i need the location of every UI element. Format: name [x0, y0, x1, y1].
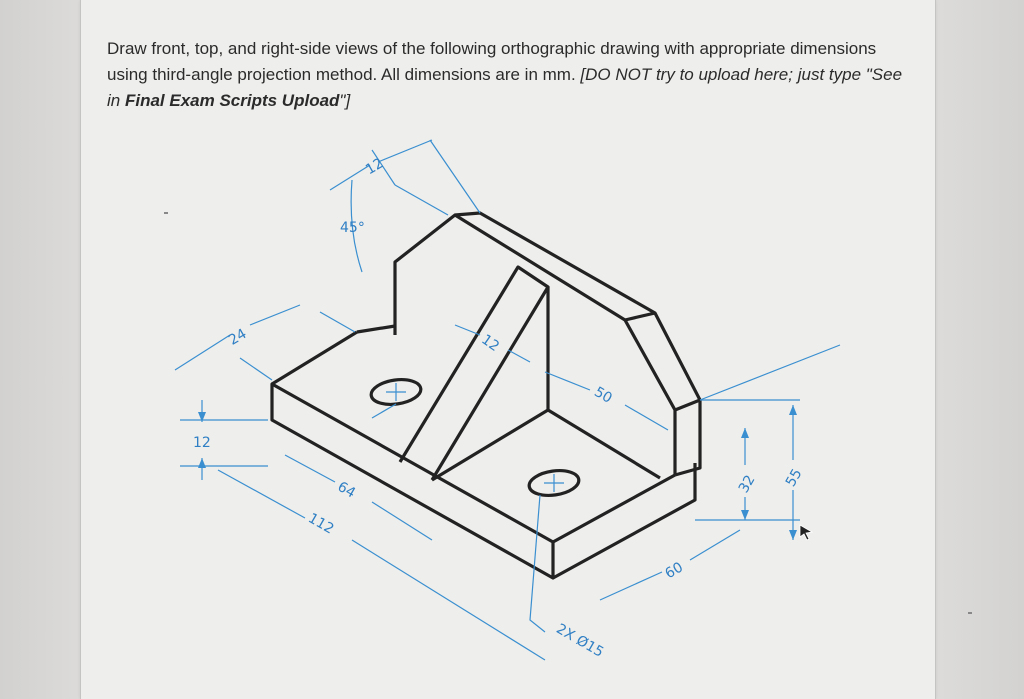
center-mark-left [386, 383, 406, 401]
dim-55-label: 55 [782, 466, 806, 490]
dim-24-label: 24 [226, 325, 250, 349]
dim-112-label: 112 [305, 510, 337, 538]
base-top-left-edge [272, 332, 357, 384]
inner-corner-edge [548, 410, 660, 478]
base-top-right-edge [553, 475, 675, 542]
question-instructions: Draw front, top, and right-side views of the following orthographic drawing with appropriate dimensions using third-angle projection method. All dimensions are in mm. [107, 39, 877, 84]
dim-far-ext [430, 140, 840, 400]
question-note-italic: [DO NOT try to upload here; just type "See in [107, 65, 903, 110]
arrow-12-left-bottom [198, 458, 206, 468]
screen-speck [968, 612, 972, 614]
question-note-bold: Final Exam Scripts Upload [124, 91, 340, 110]
dim-hole-leader [530, 495, 545, 632]
dim-45-label: 45° [340, 220, 365, 236]
dimension-lines [175, 140, 840, 660]
question-note-close: "] [339, 91, 351, 110]
dim-vertical-ext [695, 400, 800, 520]
dim-holes-label: 2X Ø15 [553, 620, 607, 661]
arrow-55-top [789, 405, 797, 415]
dim-60-label: 60 [662, 559, 686, 583]
dim-50-label: 50 [591, 384, 615, 407]
back-wall-chamfer-edge [625, 313, 655, 320]
dim-12-rib-label: 12 [478, 331, 503, 356]
arrow-55-bottom [789, 530, 797, 540]
dim-hole-leader-left [372, 404, 396, 418]
dim-12-top-label: 12 [362, 155, 387, 179]
base-front-face [272, 384, 553, 578]
back-wall-base-left [357, 326, 395, 332]
dim-12-left-label: 12 [193, 435, 211, 451]
dim-112-line [218, 470, 545, 660]
dim-64-label: 64 [334, 478, 359, 502]
arrow-32-top [741, 428, 749, 438]
rib-base-edge [432, 410, 548, 480]
center-mark-right [544, 474, 564, 492]
back-wall-corner-edge [675, 400, 700, 410]
screen-speck [164, 212, 168, 214]
dim-32-label: 32 [735, 472, 759, 496]
arrow-32-bottom [741, 510, 749, 520]
mouse-cursor-icon [800, 525, 812, 540]
rib-sloped-faces [400, 267, 548, 480]
